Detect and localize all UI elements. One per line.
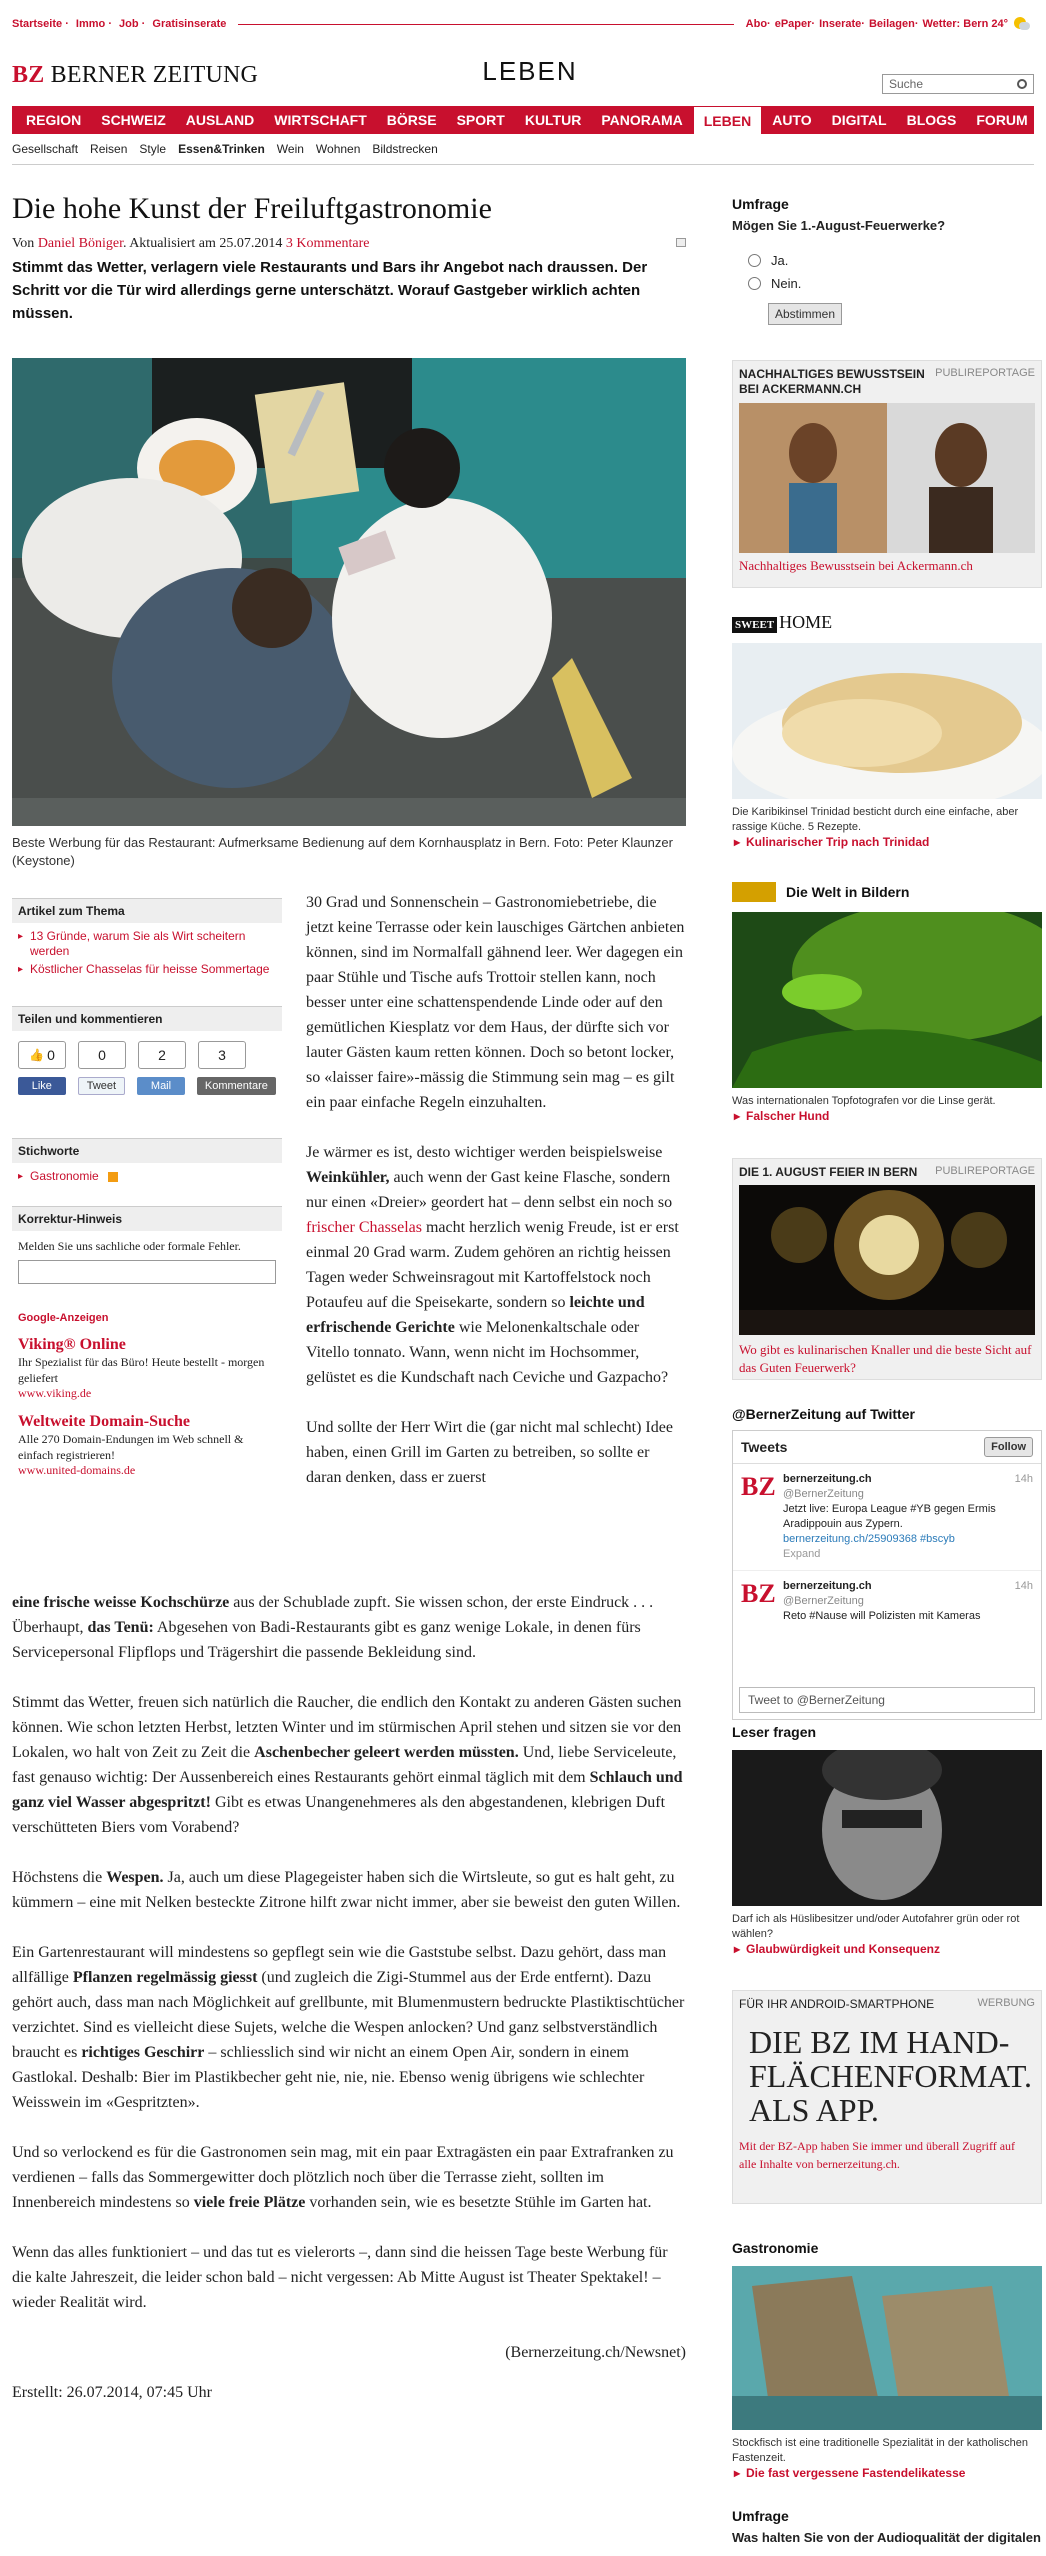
twitter-box: [732, 1406, 1042, 1720]
fireworks-image[interactable]: [739, 1185, 1035, 1335]
paragraph-4: Stimmt das Wetter, freuen sich natürlich die Raucher, die endlich den Kontakt zu anderen Gästen suchen können. Wie schon letzten Herbst, letzten Winter und im stürmischen April stehen und sitzen sie vor den Lokalen, wo halt von Zeit zu Zeit die Aschenbecher geleert werden müssten. Und, liebe Serviceleute, fast genauso wichtig: Der Aussenbereich eines Restaurants gehört einmal täglich mit dem Schlauch und ganz viel Wasser abgespritzt! Gibt es etwas Unangenehmeres als den abgestandenen, klebrigen Duft verschütteten Biers vom Vorabend?: [12, 1694, 683, 1836]
nav-digital[interactable]: DIGITAL: [831, 112, 887, 128]
subnav-essen-trinken[interactable]: Essen&Trinken: [178, 142, 265, 156]
tweet-text: Jetzt live: Europa League #YB gegen Ermis Aradippouin aus Zypern.: [783, 1503, 996, 1530]
article-lead: Stimmt das Wetter, verlagern viele Restaurants und Bars ihr Angebot nach draussen. Der Schritt vor die Tür wird allerdings gerne unterschätzt. Worauf Gastgeber wirklich achten müssen.: [12, 259, 648, 322]
promo2-link[interactable]: Wo gibt es kulinarischen Knaller und die beste Sicht auf das Guten Feuerwerk?: [739, 1342, 1032, 1375]
poll2-title: Umfrage: [732, 2508, 789, 2524]
logo-bz: BZ: [12, 62, 45, 88]
ad-title[interactable]: Weltweite Domain-Suche: [18, 1413, 190, 1430]
promo2-title[interactable]: DIE 1. AUGUST FEIER IN BERN: [739, 1165, 918, 1179]
leser-title: Leser fragen: [732, 1724, 817, 1740]
section-title: LEBEN: [482, 56, 578, 86]
trinidad-food-image[interactable]: [732, 643, 1042, 799]
android-app-ad[interactable]: [732, 1990, 1042, 2204]
link-abo[interactable]: Abo: [745, 18, 768, 30]
sweet-link[interactable]: ▸ Kulinarischer Trip nach Trinidad: [732, 835, 1042, 849]
share-box: [12, 1006, 282, 1099]
article-header: [12, 190, 686, 325]
frog-image[interactable]: [732, 912, 1042, 1088]
byline-prefix: Von: [12, 236, 35, 251]
related-item[interactable]: ▸ Köstlicher Chasselas für heisse Sommertage: [18, 962, 276, 977]
nav-region[interactable]: REGION: [26, 112, 82, 128]
chasselas-link[interactable]: frischer Chasselas: [306, 1219, 422, 1236]
promo-image[interactable]: [739, 403, 1035, 553]
subnav-reisen[interactable]: Reisen: [90, 142, 128, 156]
print-icon[interactable]: [676, 238, 686, 247]
publireportage-label: PUBLIREPORTAGE: [935, 367, 1035, 379]
article-title: Die hohe Kunst der Freiluftgastronomie: [12, 192, 492, 225]
like-count: 👍 0: [18, 1041, 66, 1069]
gastronomie-box: [732, 2240, 1042, 2480]
sweet-text: Die Karibikinsel Trinidad besticht durch eine einfache, aber rassige Küche. 5 Rezepte.: [732, 806, 1019, 833]
related-item[interactable]: ▸ 13 Gründe, warum Sie als Wirt scheitern werden: [18, 929, 276, 959]
tweet-count: 0: [78, 1041, 126, 1069]
link-gratisinserate[interactable]: Gratisinserate: [152, 18, 227, 30]
keywords-title: Stichworte: [12, 1138, 282, 1163]
promo-1august[interactable]: [732, 1158, 1042, 1380]
created-line: Erstellt: 26.07.2014, 07:45 Uhr: [12, 2384, 212, 2401]
source-line: (Bernerzeitung.ch/Newsnet): [505, 2344, 686, 2361]
tweet-avatar: BZ: [741, 1579, 776, 1608]
subnav-gesellschaft[interactable]: Gesellschaft: [12, 142, 79, 156]
nav-boerse[interactable]: BÖRSE: [386, 112, 437, 128]
tweet-expand[interactable]: Expand: [783, 1548, 821, 1560]
nav-auto[interactable]: AUTO: [772, 112, 812, 128]
tweet-name[interactable]: bernerzeitung.ch: [783, 1473, 872, 1485]
ads-label: Google-Anzeigen: [18, 1312, 109, 1324]
top-links-right: Abo · ePaper · Inserate · Beilagen · Wetter: Bern 24°: [746, 16, 1034, 32]
promo-link[interactable]: Nachhaltiges Bewusstsein bei Ackermann.ch: [739, 558, 973, 573]
keywords-box: [12, 1138, 282, 1189]
mail-button[interactable]: Mail: [137, 1077, 185, 1095]
camera-icon: [732, 882, 776, 902]
tweet-avatar: BZ: [741, 1472, 776, 1501]
search-icon[interactable]: [1017, 79, 1027, 89]
twitter-widget: [732, 1430, 1042, 1720]
poll-box: [732, 196, 1042, 325]
link-job[interactable]: Job: [119, 18, 139, 30]
nav-blogs[interactable]: BLOGS: [906, 112, 957, 128]
sub-nav: [12, 142, 450, 156]
subnav-bildstrecken[interactable]: Bildstrecken: [372, 142, 438, 156]
google-ads: [12, 1286, 282, 1486]
reader-portrait-image[interactable]: [732, 1750, 1042, 1906]
article-body-full: [12, 1590, 686, 2405]
facebook-like-button[interactable]: Like: [18, 1077, 66, 1095]
comment-count: 3: [198, 1041, 246, 1069]
related-articles-box: [12, 898, 282, 982]
radio-icon[interactable]: [748, 254, 761, 267]
paragraph-3a: Und sollte der Herr Wirt die (gar nicht mal schlecht) Idee haben, einen Grill im Garten zu betreiben, so sollte er daran denken, dass er zuerst: [306, 1419, 673, 1486]
top-links-left: Startseite · Immo · Job · Gratisinserate: [12, 18, 227, 30]
subnav-wein[interactable]: Wein: [276, 142, 304, 156]
thumbs-up-icon: 👍: [29, 1048, 45, 1062]
paragraph-2: Je wärmer es ist, desto wichtiger werden beispielsweise Weinkühler, auch wenn der Gast keine Flasche, sondern nur einen «Dreier» geordert hat – denn selbst ein noch so frischer Chasselas macht herzlich wenig Freude, ist er erst einmal 20 Grad warm. Zudem gehören an richtig heissen Tagen weder Schweinsragout mit Kartoffelstock noch Potaufeu auf die Speisekarte, sondern so leichte und erfrischende Gerichte wie Melonenkaltschale oder Vitello tonnato. Wann, wenn nicht im Hochsommer, gelüstet es die Kundschaft nach Ceviche und Gazpacho?: [306, 1144, 679, 1386]
comments-link[interactable]: 3 Kommentare: [285, 236, 370, 251]
top-rule: [238, 24, 733, 25]
paragraph-8: Wenn das alles funktioniert – und das tut es vielerorts –, dann sind die heissen Tage beste Werbung für die kalte Jahreszeit, die leider schon bald – nicht vergessen: Ab Mitte August ist Theater Spektakel! – wieder Realität wird.: [12, 2244, 668, 2311]
subnav-divider: [12, 164, 1034, 165]
nav-leben[interactable]: LEBEN: [693, 106, 762, 134]
nav-kultur[interactable]: KULTUR: [524, 112, 582, 128]
ad-url[interactable]: www.united-domains.de: [18, 1463, 136, 1477]
leser-text: Darf ich als Hüslibesitzer und/oder Autofahrer grün oder rot wählen?: [732, 1913, 1020, 1940]
tweet-text: Reto #Nause will Polizisten mit Kameras: [783, 1610, 981, 1622]
gastro-link[interactable]: ▸ Die fast vergessene Fastendelikatesse: [732, 2466, 1042, 2480]
android-title: FÜR IHR ANDROID-SMARTPHONE: [739, 1997, 935, 2011]
nav-ausland[interactable]: AUSLAND: [185, 112, 255, 128]
android-headline[interactable]: DIE BZ IM HAND-FLÄCHENFORMAT. ALS APP.: [749, 2024, 1032, 2128]
tweet-button[interactable]: Tweet: [78, 1077, 126, 1095]
leser-link[interactable]: ▸ Glaubwürdigkeit und Konsequenz: [732, 1942, 1042, 1956]
ad-desc: Ihr Spezialist für das Büro! Heute bestellt - morgen geliefert: [18, 1355, 265, 1385]
nav-sport[interactable]: SPORT: [456, 112, 505, 128]
link-inserate[interactable]: Inserate: [819, 18, 862, 30]
tweet-link[interactable]: bernerzeitung.ch/25909368 #bscyb: [783, 1533, 955, 1545]
ad-title[interactable]: Viking® Online: [18, 1336, 126, 1353]
gastro-title: Gastronomie: [732, 2240, 819, 2256]
article-body-column: [306, 890, 686, 1490]
search-input[interactable]: [882, 74, 1034, 94]
promo-ackermann[interactable]: [732, 360, 1042, 588]
correction-box: [12, 1206, 282, 1486]
tweet-item[interactable]: [733, 1464, 1041, 1571]
rss-icon[interactable]: [108, 1172, 118, 1182]
photo-caption: Beste Werbung für das Restaurant: Aufmerksame Bedienung auf dem Kornhausplatz in Bern. Foto: Peter Klaunzer (Keystone): [12, 835, 673, 868]
ad-united-domains[interactable]: [18, 1413, 276, 1478]
tweet-time: 14h: [1014, 1580, 1033, 1592]
twitter-follow-button[interactable]: Follow: [984, 1437, 1033, 1457]
tweet-handle: @BernerZeitung: [783, 1488, 864, 1500]
werbung-label: WERBUNG: [977, 1997, 1035, 2009]
nav-panorama[interactable]: PANORAMA: [601, 112, 683, 128]
correction-text: Melden Sie uns sachliche oder formale Fehler.: [18, 1239, 241, 1253]
gastro-text: Stockfisch ist eine traditionelle Spezialität in der katholischen Fastenzeit.: [732, 2437, 1028, 2464]
top-bar: [12, 14, 1034, 34]
android-link[interactable]: Mit der BZ-App haben Sie immer und überall Zugriff auf alle Inhalte von bernerzeitung.ch.: [739, 2139, 1016, 2171]
vote-button[interactable]: Abstimmen: [768, 303, 842, 325]
link-epaper[interactable]: ePaper: [774, 18, 812, 30]
twitter-title: @BernerZeitung auf Twitter: [732, 1406, 915, 1422]
promo-title[interactable]: NACHHALTIGES BEWUSSTSEIN BEI ACKERMANN.CH: [739, 367, 925, 396]
poll-question: Mögen Sie 1.-August-Feuerwerke?: [732, 218, 946, 233]
nav-schweiz[interactable]: SCHWEIZ: [101, 112, 166, 128]
subnav-wohnen[interactable]: Wohnen: [315, 142, 361, 156]
correction-input[interactable]: [18, 1260, 276, 1284]
share-buttons: [12, 1073, 282, 1099]
share-title: Teilen und kommentieren: [12, 1006, 282, 1031]
world-text: Was internationalen Topfotografen vor die Linse gerät.: [732, 1095, 996, 1107]
weather-sun-cloud-icon: [1012, 16, 1030, 32]
sweet-home-box: [732, 612, 1042, 849]
tweet-handle: @BernerZeitung: [783, 1595, 864, 1607]
link-immo[interactable]: Immo: [75, 18, 106, 30]
paragraph-6: Ein Gartenrestaurant will mindestens so gepflegt sein wie die Gaststube selbst. Dazu gehört, dass man allfällige Pflanzen regelmässig giesst (und zugleich die Zigi-Stummel aus der Erde entfernt). Dazu gehört auch, dass man nach Möglichkeit auf grellbunte, mit Blumenmustern bedruckte Plastiktischtücher verzichtet. Sind es vielleicht diese Sujets, welche die Wespen anlocken? Und ganz selbstverständlich braucht es richtiges Geschirr – schliesslich sind wir nicht an einem Open Air, sondern in einem Gastlokal. Deshalb: Bier im Plastikbecher geht nie, nie, nie. Ebenso wenig übrigens wie schlechter Weisswein im «Gespritzten».: [12, 1944, 685, 2111]
site-logo[interactable]: [12, 62, 258, 89]
mail-count: 2: [138, 1041, 186, 1069]
world-link[interactable]: ▸ Falscher Hund: [732, 1109, 1042, 1123]
tweet-input[interactable]: Tweet to @BernerZeitung: [739, 1687, 1035, 1713]
poll2-question: Was halten Sie von der Audioqualität der digitalen: [732, 2530, 1041, 2545]
reader-questions-box: [732, 1724, 1042, 1956]
correction-title: Korrektur-Hinweis: [12, 1206, 282, 1231]
author-link[interactable]: Daniel Böniger: [37, 236, 123, 251]
paragraph-5: Höchstens die Wespen. Ja, auch um diese Plagegeister haben sich die Wirtsleute, so gut es halt geht, zu kümmern – eine mit Nelken besteckte Zitrone hilft zwar nicht immer, aber sie beweist den guten Willen.: [12, 1869, 681, 1911]
nav-forum[interactable]: FORUM: [976, 112, 1028, 128]
poll-option-nein[interactable]: Nein.: [748, 276, 1042, 291]
logo-name: BERNER ZEITUNG: [50, 62, 259, 88]
weather-link[interactable]: Wetter: Bern 24°: [922, 18, 1008, 30]
stockfish-image[interactable]: [732, 2266, 1042, 2430]
tweet-item[interactable]: [733, 1571, 1041, 1629]
subnav-style[interactable]: Style: [139, 142, 167, 156]
main-nav: [12, 106, 1034, 134]
byline: [12, 236, 686, 252]
tweet-name[interactable]: bernerzeitung.ch: [783, 1580, 872, 1592]
nav-wirtschaft[interactable]: WIRTSCHAFT: [274, 112, 367, 128]
world-pictures-box: [732, 882, 1042, 1123]
updated-date: . Aktualisiert am 25.07.2014: [122, 236, 283, 251]
related-list: [12, 923, 282, 982]
article-photo[interactable]: [12, 358, 686, 826]
ad-desc: Alle 270 Domain-Endungen im Web schnell & einfach registrieren!: [18, 1432, 244, 1462]
paragraph-3b: eine frische weisse Kochschürze aus der Schublade zupft. Sie wissen schon, der erste Eindruck . . . Überhaupt, das Tenü: Abgesehen von Badi-Restaurants gibt es ganz wenige Lokale, in denen fürs Servicepersonal Flipflops und Trägershirt die passende Bekleidung sind.: [12, 1594, 654, 1661]
comments-button[interactable]: Kommentare: [197, 1077, 276, 1095]
search-placeholder: Suche: [889, 77, 924, 91]
ad-viking[interactable]: [18, 1336, 276, 1401]
related-title: Artikel zum Thema: [12, 898, 282, 923]
tweet-time: 14h: [1014, 1473, 1033, 1485]
paragraph-1: 30 Grad und Sonnenschein – Gastronomiebetriebe, die jetzt keine Terrasse oder kein lauschiges Gärtchen anbieten können, sind im Normalfall gähnend leer. Wer dagegen ein paar Stühle und Tische aufs Trottoir stellen kann, noch besser unter eine schattenspendende Linde oder auf den gemütlichen Kiesplatz vor dem Haus, der dürfte sich vor lauter Gästen kaum retten können. Doch so betont locker, so «laisser faire»-mässig die Stimmung sein mag – es gilt ein paar einfache Regeln einzuhalten.: [306, 894, 685, 1111]
link-beilagen[interactable]: Beilagen: [868, 18, 915, 30]
poll2-box: [732, 2508, 1042, 2545]
sweet-home-logo[interactable]: SWEET HOME: [732, 612, 1042, 633]
waiters-photo-illustration: [12, 358, 686, 826]
paragraph-7: Und so verlockend es für die Gastronomen sein mag, mit ein paar Extragästen ein paar Extrafranken zu verdienen – falls das Sommergewitter doch plötzlich noch über die Terrasse zieht, sollten im Innenbereich mindestens so viele freie Plätze vorhanden sein, wie es besetzte Stühle im Garten hat.: [12, 2144, 674, 2211]
share-counts: [12, 1031, 282, 1073]
link-startseite[interactable]: Startseite: [12, 18, 63, 30]
world-title[interactable]: Die Welt in Bildern: [786, 884, 910, 900]
ad-url[interactable]: www.viking.de: [18, 1386, 92, 1400]
poll-title: Umfrage: [732, 196, 789, 212]
tweets-label: Tweets: [741, 1439, 788, 1455]
radio-icon[interactable]: [748, 277, 761, 290]
poll-option-ja[interactable]: Ja.: [748, 253, 1042, 268]
keyword-link[interactable]: ▸ Gastronomie: [18, 1169, 276, 1184]
publireportage-label: PUBLIREPORTAGE: [935, 1165, 1035, 1177]
